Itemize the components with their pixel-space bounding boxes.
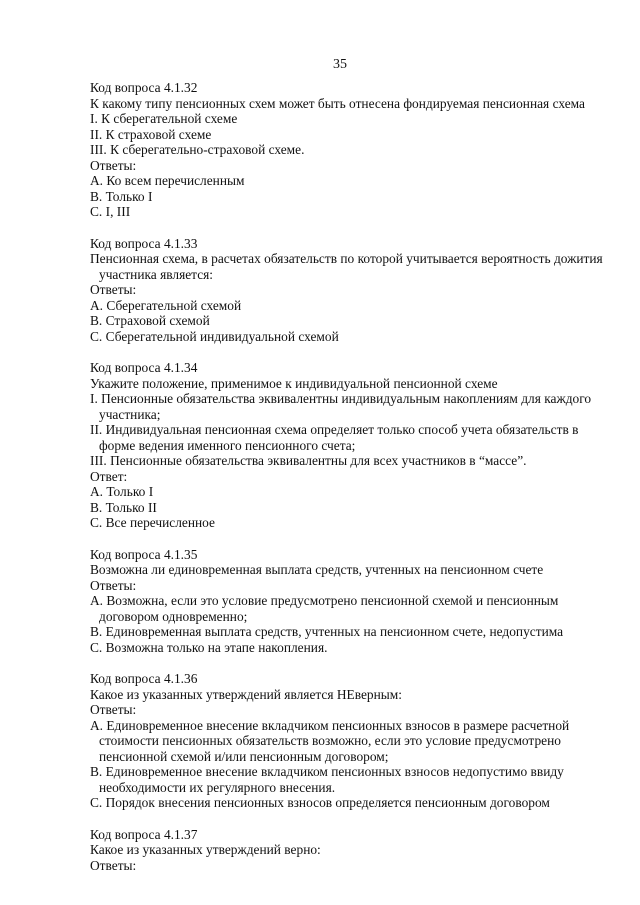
question-text-line: B. Только II xyxy=(90,499,157,515)
question-text-line: необходимости их регулярного внесения. xyxy=(99,779,336,795)
question-text-line: II. Индивидуальная пенсионная схема определяет только способ учета обязательств в xyxy=(90,422,579,437)
question-text-line: B. Только I xyxy=(90,188,153,204)
question-text-line: Пенсионная схема, в расчетах обязательств по которой учитывается вероятность дожития xyxy=(90,251,603,266)
question-text-line: I. К сберегательной схеме xyxy=(90,111,238,126)
question-text-line: C. I, III xyxy=(90,204,131,219)
question-text-line: B. Единовременная выплата средств, учтенных на пенсионном счете, недопустима xyxy=(90,624,564,639)
question-code: Код вопроса 4.1.32 xyxy=(90,80,198,95)
question-text-line: пенсионной схемой и/или пенсионным договором; xyxy=(99,748,389,764)
question-text-line: C. Возможна только на этапе накопления. xyxy=(90,639,328,655)
page-number: 35 xyxy=(333,57,347,72)
question-text-line: Ответы: xyxy=(90,157,137,173)
question-block xyxy=(90,827,600,874)
question-code: Код вопроса 4.1.33 xyxy=(90,235,198,251)
question-block xyxy=(90,80,600,220)
question-text-line: C. Все перечисленное xyxy=(90,515,215,530)
question-block xyxy=(90,547,600,656)
question-text-line: участника; xyxy=(99,406,161,422)
question-text-line: участника является: xyxy=(99,266,214,282)
question-block xyxy=(90,671,600,811)
question-text-line: Ответы: xyxy=(90,702,137,717)
question-text-line: B. Единовременное внесение вкладчиком пенсионных взносов недопустимо ввиду xyxy=(90,764,564,779)
question-text-line: Ответы: xyxy=(90,857,137,873)
question-block xyxy=(90,360,600,531)
question-list xyxy=(90,80,603,889)
question-text-line: Укажите положение, применимое к индивидуальной пенсионной схеме xyxy=(90,375,498,391)
question-text-line: К какому типу пенсионных схем может быть отнесена фондируемая пенсионная схема xyxy=(90,95,585,111)
question-text-line: Ответы: xyxy=(90,282,137,297)
question-text-line: A. Возможна, если это условие предусмотрено пенсионной схемой и пенсионным xyxy=(90,593,559,608)
question-text-line: Возможна ли единовременная выплата средств, учтенных на пенсионном счете xyxy=(90,562,544,577)
question-text-line: A. Сберегательной схемой xyxy=(90,297,242,313)
question-text-line: договором одновременно; xyxy=(99,608,248,624)
question-code: Код вопроса 4.1.36 xyxy=(90,671,198,686)
question-code: Код вопроса 4.1.35 xyxy=(90,546,198,562)
question-text-line: III. Пенсионные обязательства эквивалентны для всех участников в “массе”. xyxy=(90,453,527,468)
question-text-line: II. К страховой схеме xyxy=(90,126,212,142)
question-text-line: форме ведения именного пенсионного счета; xyxy=(99,437,356,453)
question-text-line: III. К сберегательно-страховой схеме. xyxy=(90,142,305,157)
question-code: Код вопроса 4.1.37 xyxy=(90,826,198,842)
question-text-line: A. Только I xyxy=(90,484,154,499)
question-code: Код вопроса 4.1.34 xyxy=(90,360,198,375)
question-text-line: A. Ко всем перечисленным xyxy=(90,173,245,188)
question-text-line: Ответ: xyxy=(90,468,128,484)
question-text-line: C. Порядок внесения пенсионных взносов определяется пенсионным договором xyxy=(90,795,550,810)
question-block xyxy=(90,235,603,345)
question-text-line: C. Сберегательной индивидуальной схемой xyxy=(90,328,339,344)
question-text-line: B. Страховой схемой xyxy=(90,313,210,328)
question-text-line: Какое из указанных утверждений верно: xyxy=(90,842,321,857)
question-text-line: Какое из указанных утверждений является НЕверным: xyxy=(90,686,402,702)
question-text-line: стоимости пенсионных обязательств возможно, если это условие предусмотрено xyxy=(99,733,561,748)
question-text-line: Ответы: xyxy=(90,577,137,593)
question-text-line: I. Пенсионные обязательства эквивалентны индивидуальным накоплениям для каждого xyxy=(90,391,592,406)
question-text-line: A. Единовременное внесение вкладчиком пенсионных взносов в размере расчетной xyxy=(90,717,570,733)
